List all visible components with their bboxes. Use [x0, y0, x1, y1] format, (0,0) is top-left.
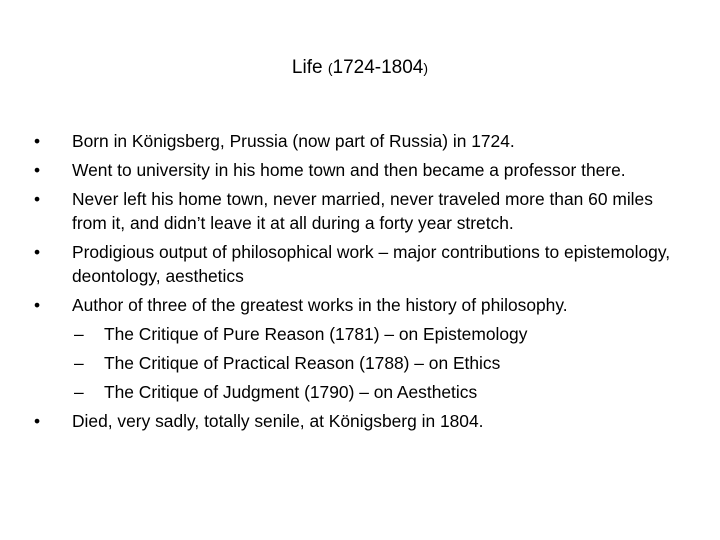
title-word: Life — [291, 57, 323, 78]
sub-bullet-text: The Critique of Practical Reason (1788) – on Ethics — [104, 353, 501, 373]
bullet-marker: • — [33, 295, 41, 315]
sub-bullet-item — [30, 351, 690, 375]
bullet-marker: • — [33, 189, 41, 209]
bullet-marker: • — [33, 131, 41, 151]
bullet-text: Died, very sadly, totally senile, at Königsberg in 1804. — [72, 411, 484, 431]
bullet-item — [30, 240, 690, 288]
sub-bullet-item — [30, 322, 690, 346]
title-close-paren: ) — [423, 60, 429, 76]
bullet-item — [30, 187, 690, 235]
bullet-text: Prodigious output of philosophical work – major contributions to epistemology, deontology, aesthetics — [72, 242, 671, 286]
title-open-paren: ( — [327, 60, 333, 76]
bullet-item — [30, 158, 690, 182]
bullet-text: Born in Königsberg, Prussia (now part of Russia) in 1724. — [72, 131, 515, 151]
bullet-list — [30, 129, 690, 438]
sub-bullet-marker: – — [74, 353, 84, 373]
bullet-item — [30, 129, 690, 153]
bullet-marker: • — [33, 411, 41, 431]
bullet-text: Never left his home town, never married, never traveled more than 60 miles from it, and didn’t leave it at all during a forty year stretch. — [72, 189, 653, 233]
sub-bullet-text: The Critique of Pure Reason (1781) – on Epistemology — [104, 324, 528, 344]
sub-bullet-marker: – — [74, 324, 84, 344]
bullet-marker: • — [33, 160, 41, 180]
bullet-marker: • — [33, 242, 41, 262]
sub-bullet-marker: – — [74, 382, 84, 402]
title-years: 1724-1804 — [332, 57, 424, 78]
slide-title — [0, 56, 720, 80]
bullet-item — [30, 293, 690, 317]
sub-bullet-text: The Critique of Judgment (1790) – on Aesthetics — [104, 382, 478, 402]
bullet-item — [30, 409, 690, 433]
bullet-text: Went to university in his home town and then became a professor there. — [72, 160, 626, 180]
bullet-text: Author of three of the greatest works in the history of philosophy. — [72, 295, 568, 315]
sub-bullet-item — [30, 380, 690, 404]
